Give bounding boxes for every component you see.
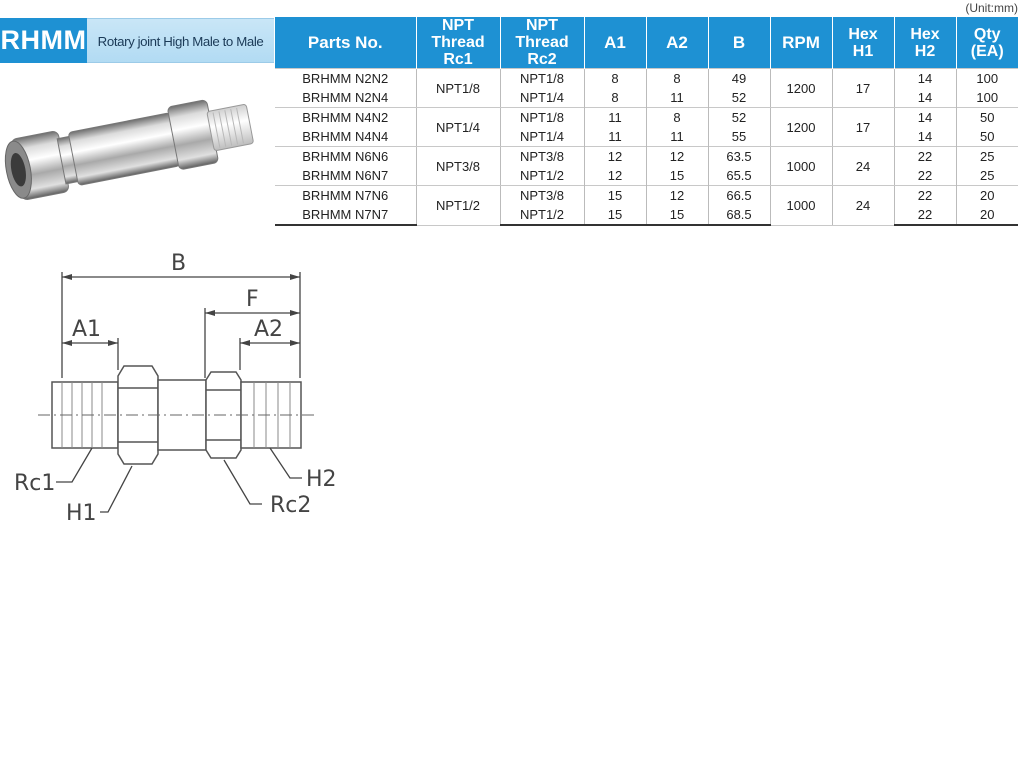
a1-cell: 11: [584, 108, 646, 128]
label-rc2: Rc2: [270, 493, 312, 518]
rc2-cell: NPT1/8: [500, 108, 584, 128]
b-cell: 63.5: [708, 147, 770, 167]
a2-cell: 8: [646, 108, 708, 128]
h2-cell: 14: [894, 69, 956, 89]
unit-note: (Unit:mm): [965, 1, 1018, 15]
column-header-line2: Rc1: [443, 51, 473, 68]
table-row: [275, 108, 1018, 128]
b-cell: 68.5: [708, 205, 770, 225]
a2-cell: 8: [646, 69, 708, 89]
rc1-cell: NPT1/8: [416, 69, 500, 108]
column-header: [500, 17, 584, 69]
column-header: [646, 17, 708, 69]
a1-cell: 12: [584, 166, 646, 186]
column-header-line1: B: [732, 32, 746, 52]
column-header: [708, 17, 770, 69]
qty-cell: 20: [956, 205, 1018, 225]
column-header-line1: Hex: [910, 25, 940, 43]
rpm-cell: 1000: [770, 186, 832, 226]
h2-cell: 22: [894, 166, 956, 186]
column-header-line1: RPM: [782, 32, 820, 52]
table-row: [275, 69, 1018, 89]
a1-cell: 8: [584, 88, 646, 108]
h1-cell: 24: [832, 186, 894, 226]
label-a1: A1: [72, 317, 102, 342]
h2-cell: 14: [894, 88, 956, 108]
column-header-line2: Rc2: [527, 51, 557, 68]
table-row: [275, 166, 1018, 186]
h1-cell: 24: [832, 147, 894, 186]
rc2-cell: NPT1/2: [500, 166, 584, 186]
column-header: [275, 17, 416, 69]
a2-cell: 12: [646, 186, 708, 206]
a2-cell: 11: [646, 88, 708, 108]
column-header-line1: A2: [666, 32, 688, 52]
rc2-cell: NPT3/8: [500, 147, 584, 167]
column-header-line1: A1: [604, 32, 626, 52]
qty-cell: 100: [956, 69, 1018, 89]
product-code: RHMM: [0, 18, 87, 63]
column-header-line1: NPT Thread: [431, 17, 485, 51]
table-row: [275, 205, 1018, 225]
a1-cell: 8: [584, 69, 646, 89]
a2-cell: 15: [646, 166, 708, 186]
label-f: F: [246, 287, 259, 312]
h1-cell: 17: [832, 108, 894, 147]
h2-cell: 14: [894, 108, 956, 128]
part-number-cell: BRHMM N6N7: [302, 168, 389, 183]
b-cell: 66.5: [708, 186, 770, 206]
part-number-cell: BRHMM N2N4: [302, 90, 389, 105]
rc1-cell: NPT3/8: [416, 147, 500, 186]
table-row: [275, 186, 1018, 206]
rpm-cell: 1000: [770, 147, 832, 186]
h2-cell: 22: [894, 205, 956, 225]
part-number-cell: BRHMM N6N6: [275, 147, 416, 167]
column-header-line1: Qty: [973, 25, 1001, 43]
rpm-cell: 1200: [770, 69, 832, 108]
column-header: [956, 17, 1018, 69]
a2-cell: 12: [646, 147, 708, 167]
label-b: B: [171, 251, 187, 276]
part-number-cell: BRHMM N4N4: [302, 129, 389, 144]
rpm-cell: 1200: [770, 108, 832, 147]
h2-cell: 14: [894, 127, 956, 147]
dimension-drawing: [0, 240, 360, 530]
part-number-cell: BRHMM N4N2: [275, 108, 416, 128]
a2-cell: 11: [646, 127, 708, 147]
h2-cell: 22: [894, 186, 956, 206]
product-photo: [0, 76, 270, 216]
qty-cell: 20: [956, 186, 1018, 206]
b-cell: 49: [708, 69, 770, 89]
rc1-cell: NPT1/4: [416, 108, 500, 147]
rc2-cell: NPT3/8: [500, 186, 584, 206]
column-header: [770, 17, 832, 69]
column-header-line1: Parts No.: [307, 32, 383, 52]
table-body: [275, 69, 1018, 226]
product-badge: [0, 18, 274, 63]
table-row: [275, 127, 1018, 147]
qty-cell: 50: [956, 108, 1018, 128]
b-cell: 52: [708, 108, 770, 128]
column-header-line2: H1: [852, 42, 874, 60]
table-row: [275, 88, 1018, 108]
rc2-cell: NPT1/8: [500, 69, 584, 89]
column-header-line1: NPT Thread: [515, 17, 569, 51]
column-header: [832, 17, 894, 69]
spec-table: [275, 17, 1018, 226]
a1-cell: 15: [584, 186, 646, 206]
column-header: [416, 17, 500, 69]
a1-cell: 12: [584, 147, 646, 167]
column-header-line2: (EA): [970, 42, 1004, 60]
qty-cell: 25: [956, 166, 1018, 186]
rc1-cell: NPT1/2: [416, 186, 500, 226]
column-header: [584, 17, 646, 69]
product-description: Rotary joint High Male to Male: [87, 18, 274, 63]
table-header-row: [275, 17, 1018, 69]
part-number-cell: BRHMM N7N7: [275, 205, 416, 225]
label-h1: H1: [66, 501, 97, 526]
column-header-line2: H2: [914, 42, 936, 60]
table-row: [275, 147, 1018, 167]
label-a2: A2: [254, 317, 284, 342]
a1-cell: 11: [584, 127, 646, 147]
h1-cell: 17: [832, 69, 894, 108]
part-number-cell: BRHMM N2N2: [275, 69, 416, 89]
column-header: [894, 17, 956, 69]
h2-cell: 22: [894, 147, 956, 167]
qty-cell: 50: [956, 127, 1018, 147]
a2-cell: 15: [646, 205, 708, 225]
label-h2: H2: [306, 467, 337, 492]
qty-cell: 25: [956, 147, 1018, 167]
column-header-line1: Hex: [848, 25, 878, 43]
a1-cell: 15: [584, 205, 646, 225]
rc2-cell: NPT1/4: [500, 127, 584, 147]
rc2-cell: NPT1/2: [500, 205, 584, 225]
rc2-cell: NPT1/4: [500, 88, 584, 108]
part-number-cell: BRHMM N7N6: [275, 186, 416, 206]
b-cell: 52: [708, 88, 770, 108]
b-cell: 55: [708, 127, 770, 147]
b-cell: 65.5: [708, 166, 770, 186]
label-rc1: Rc1: [14, 471, 56, 496]
qty-cell: 100: [956, 88, 1018, 108]
